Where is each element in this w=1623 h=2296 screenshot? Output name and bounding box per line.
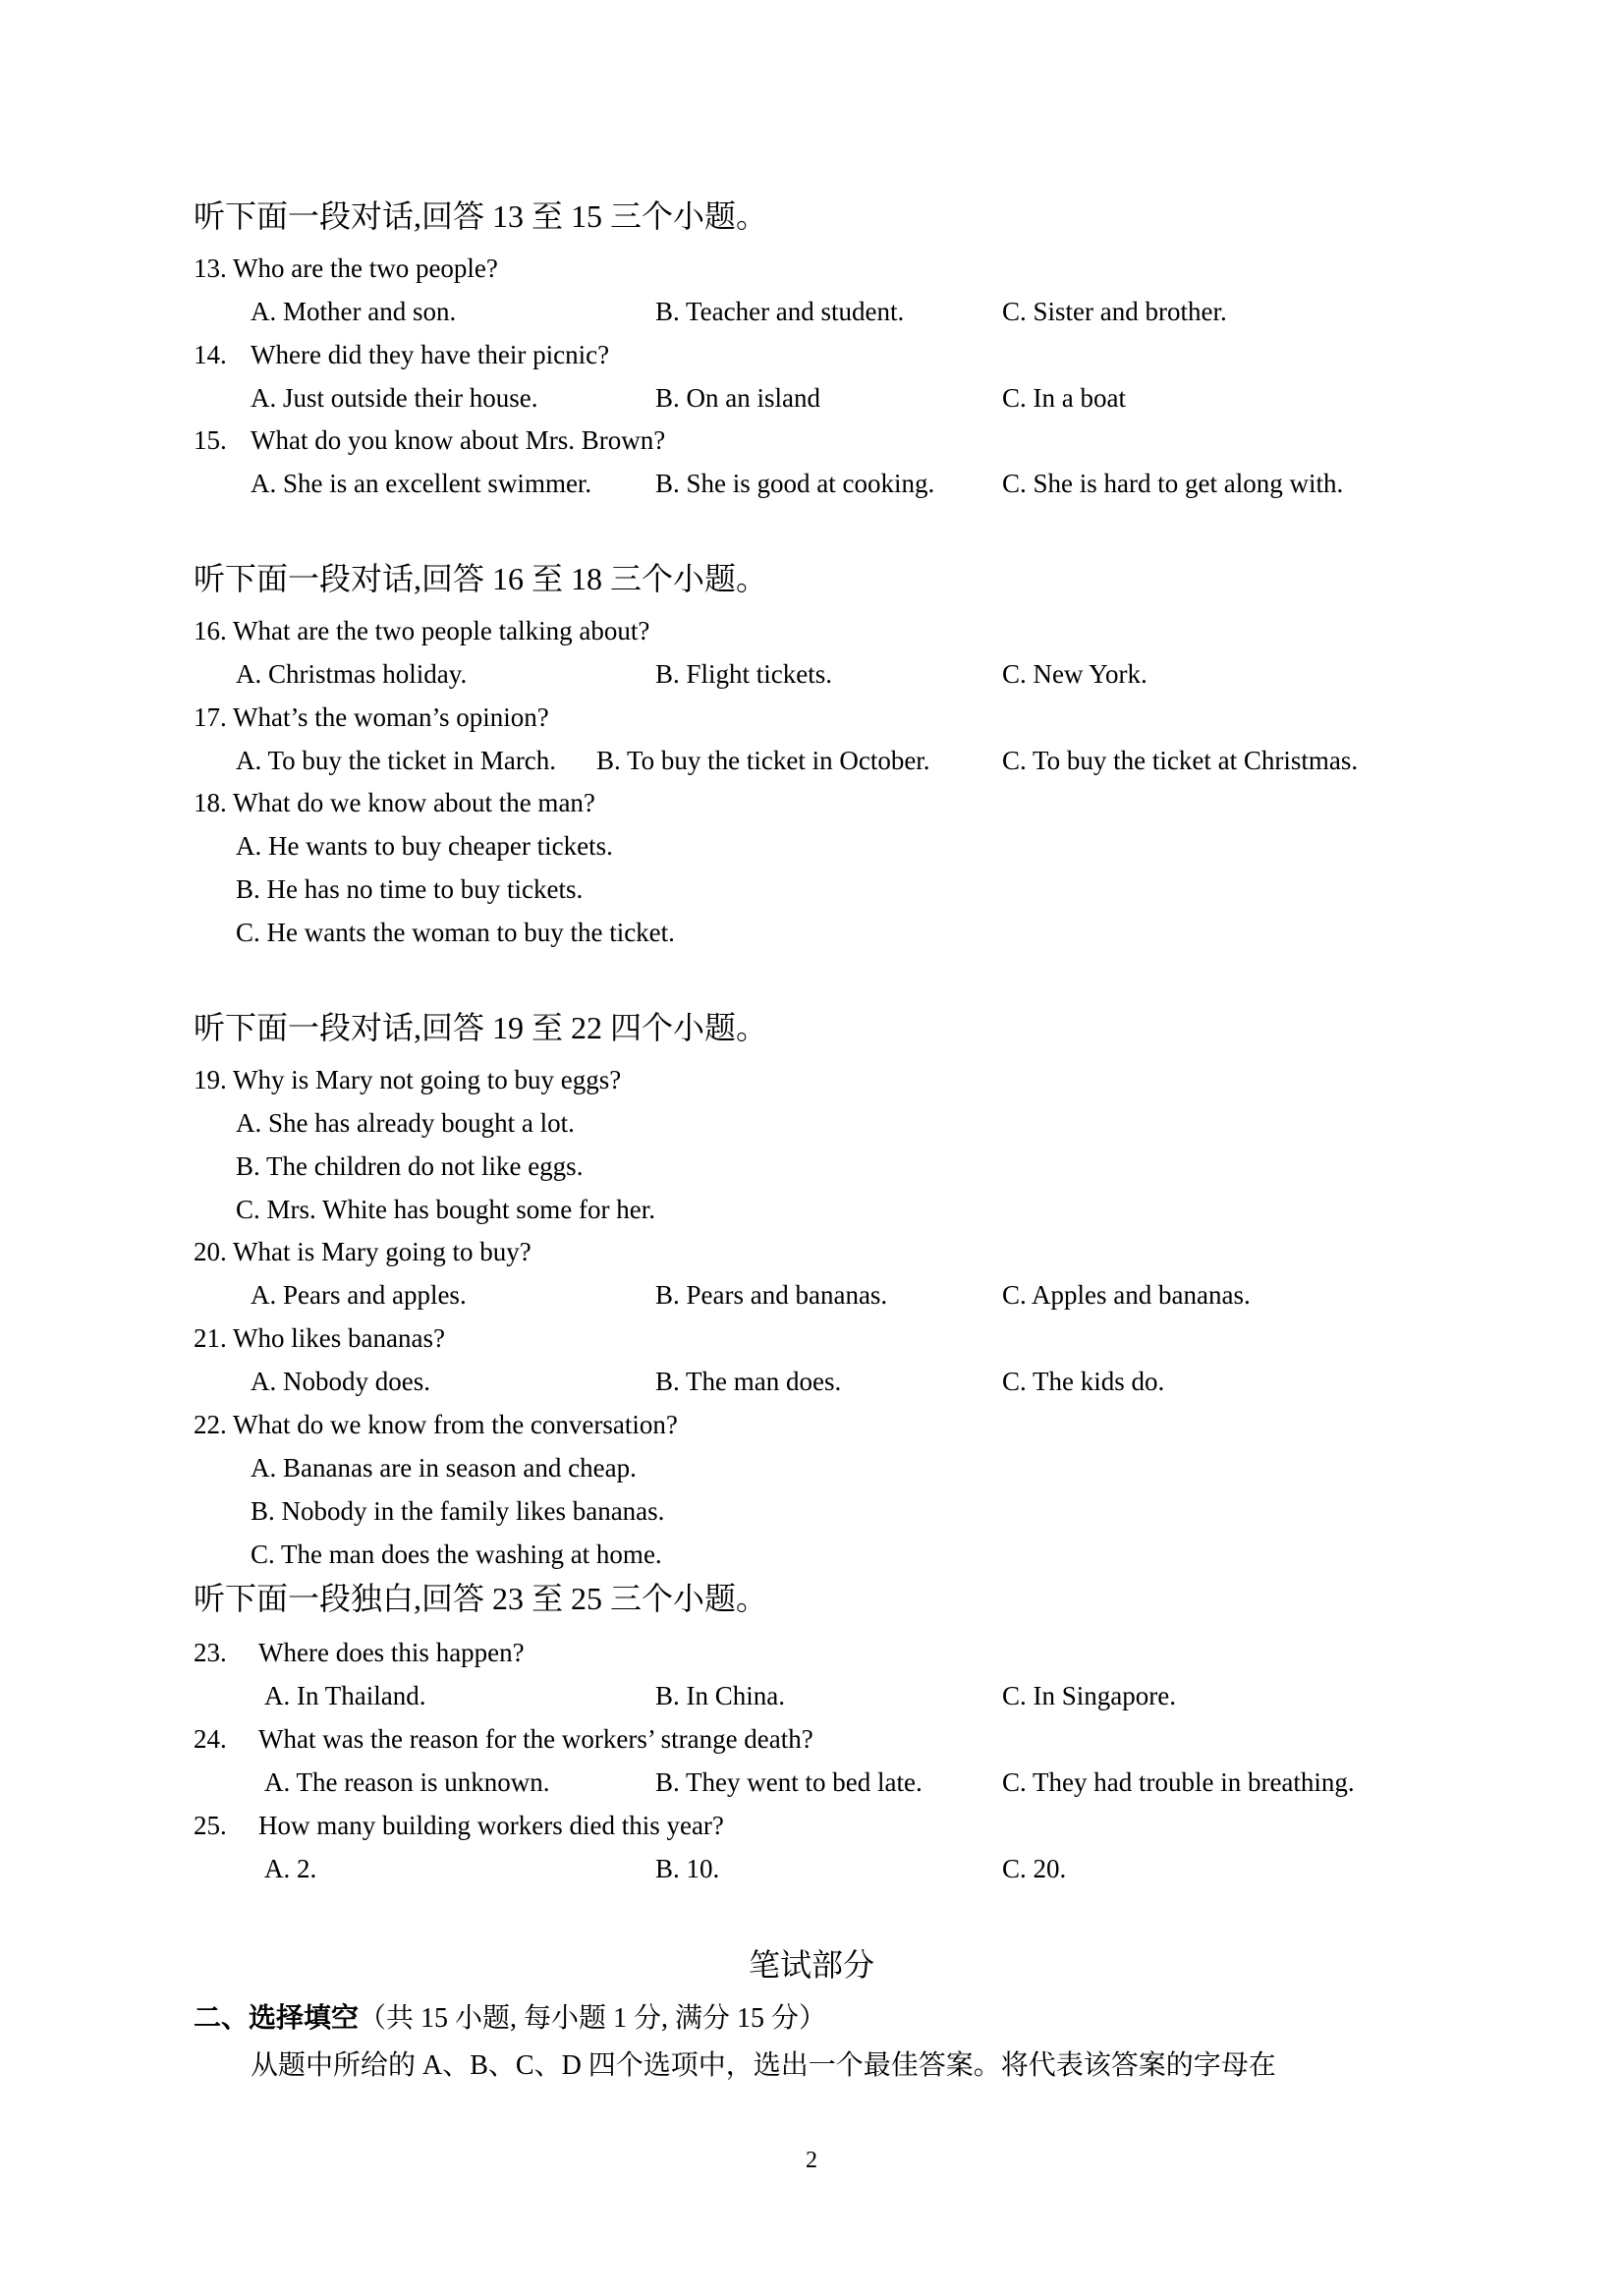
question-text: What do you know about Mrs. Brown? — [251, 425, 666, 455]
written-section-title: 笔试部分 — [748, 1947, 874, 1983]
question-13 — [194, 249, 498, 288]
option-a: A. 2. — [264, 1854, 317, 1883]
option-a: A. Christmas holiday. — [236, 659, 468, 689]
option-c: C. Mrs. White has bought some for her. — [236, 1195, 655, 1224]
section-header: 听下面一段独白,回答 23 至 25 三个小题。 — [194, 1581, 768, 1616]
part-note: （共 15 小题, 每小题 1 分, 满分 15 分） — [359, 2003, 827, 2034]
section-header: 听下面一段对话,回答 16 至 18 三个小题。 — [194, 561, 768, 596]
question-number: 18. — [194, 788, 227, 817]
option-c: C. Apples and bananas. — [1002, 1280, 1251, 1310]
option-b: B. 10. — [655, 1854, 720, 1883]
question-16 — [194, 611, 649, 650]
option-c: C. In Singapore. — [1002, 1681, 1176, 1710]
question-21 — [194, 1318, 445, 1358]
option-c: C. 20. — [1002, 1854, 1067, 1883]
question-number: 25. — [194, 1811, 227, 1840]
instruction-text: 从题中所给的 A、B、C、D 四个选项中，选出一个最佳答案。将代表该答案的字母在 — [251, 2050, 1276, 2081]
question-text: What is Mary going to buy? — [233, 1237, 532, 1266]
option-b: B. The children do not like eggs. — [236, 1151, 584, 1181]
option-b: B. Nobody in the family likes bananas. — [251, 1496, 665, 1526]
option-c: C. New York. — [1002, 659, 1147, 689]
option-b: B. On an island — [655, 383, 820, 413]
question-number: 21. — [194, 1323, 227, 1353]
question-text: What do we know from the conversation? — [233, 1410, 678, 1439]
question-text: What’s the woman’s opinion? — [233, 702, 549, 732]
question-number: 23. — [194, 1638, 227, 1667]
option-c: C. The kids do. — [1002, 1367, 1165, 1396]
option-c: C. To buy the ticket at Christmas. — [1002, 746, 1359, 775]
option-b: B. He has no time to buy tickets. — [236, 874, 584, 904]
question-text: What was the reason for the workers’ strange death? — [258, 1724, 813, 1754]
option-c: C. She is hard to get along with. — [1002, 469, 1344, 498]
option-b: B. She is good at cooking. — [655, 469, 935, 498]
part-heading-line — [194, 1999, 826, 2039]
option-a: A. Pears and apples. — [251, 1280, 467, 1310]
option-b: B. Pears and bananas. — [655, 1280, 888, 1310]
question-number: 13. — [194, 253, 227, 283]
question-text: Who likes bananas? — [233, 1323, 445, 1353]
question-22 — [194, 1405, 678, 1444]
question-number: 19. — [194, 1065, 227, 1094]
question-text: How many building workers died this year? — [258, 1811, 724, 1840]
question-text: Why is Mary not going to buy eggs? — [233, 1065, 622, 1094]
question-text: What are the two people talking about? — [233, 616, 650, 645]
option-b: B. In China. — [655, 1681, 785, 1710]
option-a: A. Bananas are in season and cheap. — [251, 1453, 637, 1483]
option-a: A. He wants to buy cheaper tickets. — [236, 831, 613, 861]
option-b: B. Teacher and student. — [655, 297, 905, 326]
question-text: Where does this happen? — [258, 1638, 525, 1667]
option-a: A. She has already bought a lot. — [236, 1108, 575, 1138]
option-a: A. In Thailand. — [264, 1681, 426, 1710]
question-number: 15. — [194, 425, 227, 455]
option-a: A. The reason is unknown. — [264, 1767, 550, 1797]
option-a: A. Just outside their house. — [251, 383, 538, 413]
question-17 — [194, 698, 549, 737]
option-c: C. In a boat — [1002, 383, 1126, 413]
question-19 — [194, 1060, 621, 1099]
option-a: A. Mother and son. — [251, 297, 457, 326]
question-18 — [194, 783, 595, 822]
question-number: 16. — [194, 616, 227, 645]
question-number: 22. — [194, 1410, 227, 1439]
question-text: What do we know about the man? — [233, 788, 595, 817]
option-b: B. The man does. — [655, 1367, 842, 1396]
option-a: A. Nobody does. — [251, 1367, 430, 1396]
question-20 — [194, 1232, 532, 1271]
question-text: Who are the two people? — [233, 253, 498, 283]
question-text: Where did they have their picnic? — [251, 340, 610, 369]
page-number: 2 — [806, 2148, 817, 2173]
question-number: 14. — [194, 340, 227, 369]
question-number: 17. — [194, 702, 227, 732]
option-a: A. To buy the ticket in March. — [236, 746, 557, 775]
option-c: C. Sister and brother. — [1002, 297, 1227, 326]
option-c: C. The man does the washing at home. — [251, 1540, 662, 1569]
section-header: 听下面一段对话,回答 13 至 15 三个小题。 — [194, 198, 768, 234]
part-heading: 二、选择填空 — [194, 2003, 360, 2034]
question-number: 24. — [194, 1724, 227, 1754]
option-a: A. She is an excellent swimmer. — [251, 469, 592, 498]
option-b: B. They went to bed late. — [655, 1767, 923, 1797]
option-c: C. They had trouble in breathing. — [1002, 1767, 1355, 1797]
question-number: 20. — [194, 1237, 227, 1266]
option-b: B. Flight tickets. — [655, 659, 833, 689]
section-header: 听下面一段对话,回答 19 至 22 四个小题。 — [194, 1010, 768, 1045]
option-c: C. He wants the woman to buy the ticket. — [236, 918, 675, 947]
option-b: B. To buy the ticket in October. — [596, 746, 930, 775]
